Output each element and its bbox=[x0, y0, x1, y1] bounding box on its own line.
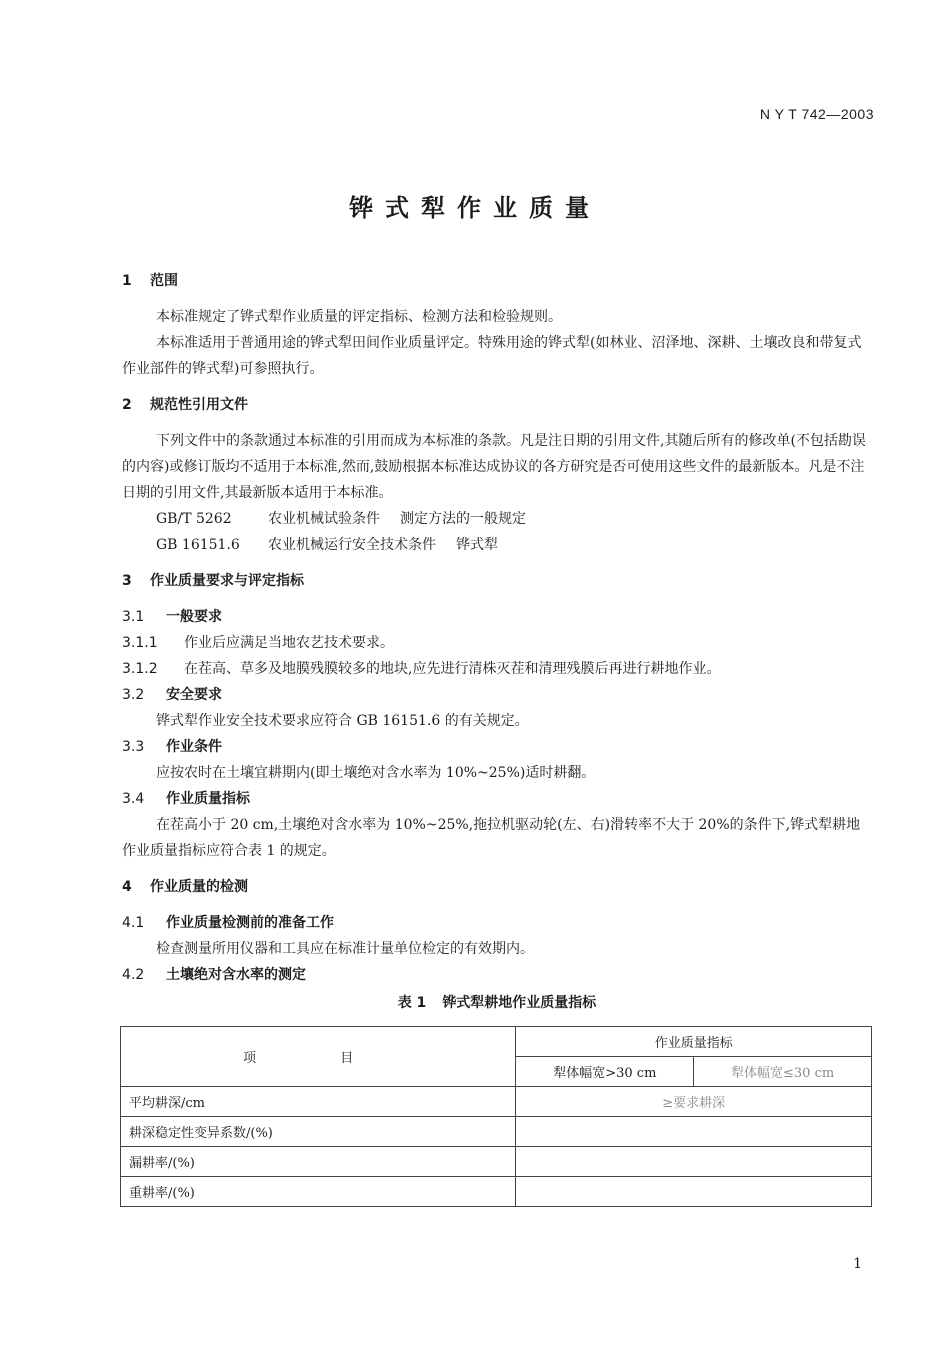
page-number: 1 bbox=[853, 1256, 862, 1272]
subsection-number: 3.4 bbox=[122, 791, 145, 807]
clause-number: 3.1.1 bbox=[122, 635, 158, 651]
subsection-number: 3.1 bbox=[122, 609, 145, 625]
section-title: 作业质量要求与评定指标 bbox=[150, 573, 304, 589]
subcolumn-header: 犁体幅宽>30 cm bbox=[516, 1057, 694, 1087]
section-2-heading bbox=[122, 392, 872, 418]
section-title: 作业质量的检测 bbox=[150, 879, 248, 895]
quality-index-table bbox=[120, 1026, 872, 1207]
row-value: ≥要求耕深 bbox=[516, 1087, 872, 1117]
paragraph: 检查测量所用仪器和工具应在标准计量单位检定的有效期内。 bbox=[156, 941, 534, 957]
paragraph: 应按农时在土壤宜耕期内(即土壤绝对含水率为 10%~25%)适时耕翻。 bbox=[156, 765, 596, 781]
table-caption bbox=[122, 990, 872, 1016]
table-row bbox=[121, 1087, 872, 1117]
row-item: 耕深稳定性变异系数/(%) bbox=[121, 1117, 516, 1147]
subsection-title: 作业质量检测前的准备工作 bbox=[166, 915, 334, 931]
section-number: 1 bbox=[122, 273, 132, 289]
normative-reference bbox=[122, 506, 872, 532]
document-title: 铧式犁作业质量 bbox=[349, 194, 601, 222]
paragraph: 下列文件中的条款通过本标准的引用而成为本标准的条款。凡是注日期的引用文件,其随后所有的修改单(不包括勘误的内容)或修订版均不适用于本标准,然而,鼓励根据本标准达成协议的各方研究是否可使用这些文件的最新版本。凡是不注日期的引用文件,其最新版本适用于本标准。 bbox=[122, 433, 866, 501]
table-number: 表 1 bbox=[397, 995, 427, 1011]
paragraph: 本标准适用于普通用途的铧式犁田间作业质量评定。特殊用途的铧式犁(如林业、沼泽地、深耕、土壤改良和带复式作业部件的铧式犁)可参照执行。 bbox=[122, 335, 862, 377]
subsection-number: 3.3 bbox=[122, 739, 145, 755]
subsection-number: 4.2 bbox=[122, 967, 145, 983]
row-item: 漏耕率/(%) bbox=[121, 1147, 516, 1177]
table-title: 铧式犁耕地作业质量指标 bbox=[442, 995, 597, 1011]
column-header-item: 项 目 bbox=[121, 1027, 516, 1087]
row-value bbox=[516, 1117, 872, 1147]
paragraph: 在茬高小于 20 cm,土壤绝对含水率为 10%~25%,拖拉机驱动轮(左、右)滑转率不大于 20%的条件下,铧式犁耕地作业质量指标应符合表 1 的规定。 bbox=[122, 817, 861, 859]
reference-title: 农业机械试验条件 bbox=[268, 511, 380, 527]
section-title: 范围 bbox=[150, 273, 178, 289]
row-value bbox=[516, 1147, 872, 1177]
section-4-heading bbox=[122, 874, 872, 900]
subsection-number: 3.2 bbox=[122, 687, 145, 703]
clause-number: 3.1.2 bbox=[122, 661, 158, 677]
section-number: 2 bbox=[122, 397, 132, 413]
clause-text: 在茬高、草多及地膜残膜较多的地块,应先进行清株灭茬和清理残膜后再进行耕地作业。 bbox=[184, 661, 721, 677]
section-3-heading bbox=[122, 568, 872, 594]
subsection-heading bbox=[122, 910, 872, 936]
section-1-heading bbox=[122, 268, 872, 294]
section-title: 规范性引用文件 bbox=[150, 397, 248, 413]
subcolumn-header: 犁体幅宽≤30 cm bbox=[694, 1057, 872, 1087]
subsection-heading bbox=[122, 786, 872, 812]
subsection-heading bbox=[122, 682, 872, 708]
table-row bbox=[121, 1147, 872, 1177]
paragraph: 铧式犁作业安全技术要求应符合 GB 16151.6 的有关规定。 bbox=[156, 713, 529, 729]
subsection-title: 作业条件 bbox=[166, 739, 222, 755]
table-row bbox=[121, 1117, 872, 1147]
standard-code: N Y T 742—2003 bbox=[759, 106, 874, 122]
reference-code: GB 16151.6 bbox=[156, 537, 240, 553]
normative-reference bbox=[122, 532, 872, 558]
row-value bbox=[516, 1177, 872, 1207]
subsection-title: 一般要求 bbox=[166, 609, 222, 625]
clause bbox=[122, 656, 872, 682]
subsection-heading bbox=[122, 604, 872, 630]
document-body bbox=[122, 268, 872, 1016]
reference-title: 测定方法的一般规定 bbox=[400, 511, 526, 527]
subsection-title: 土壤绝对含水率的测定 bbox=[166, 967, 306, 983]
subsection-title: 作业质量指标 bbox=[166, 791, 250, 807]
subsection-number: 4.1 bbox=[122, 915, 145, 931]
clause-text: 作业后应满足当地农艺技术要求。 bbox=[184, 635, 394, 651]
table-row bbox=[121, 1177, 872, 1207]
section-number: 3 bbox=[122, 573, 132, 589]
paragraph: 本标准规定了铧式犁作业质量的评定指标、检测方法和检验规则。 bbox=[156, 309, 562, 325]
row-item: 重耕率/(%) bbox=[121, 1177, 516, 1207]
table-header-row bbox=[121, 1027, 872, 1057]
subsection-heading bbox=[122, 962, 872, 988]
reference-title: 铧式犁 bbox=[456, 537, 498, 553]
subsection-heading bbox=[122, 734, 872, 760]
row-item: 平均耕深/cm bbox=[121, 1087, 516, 1117]
clause bbox=[122, 630, 872, 656]
reference-code: GB/T 5262 bbox=[156, 511, 232, 527]
section-number: 4 bbox=[122, 879, 132, 895]
subsection-title: 安全要求 bbox=[166, 687, 222, 703]
column-header-quality: 作业质量指标 bbox=[516, 1027, 872, 1057]
reference-title: 农业机械运行安全技术条件 bbox=[268, 537, 436, 553]
